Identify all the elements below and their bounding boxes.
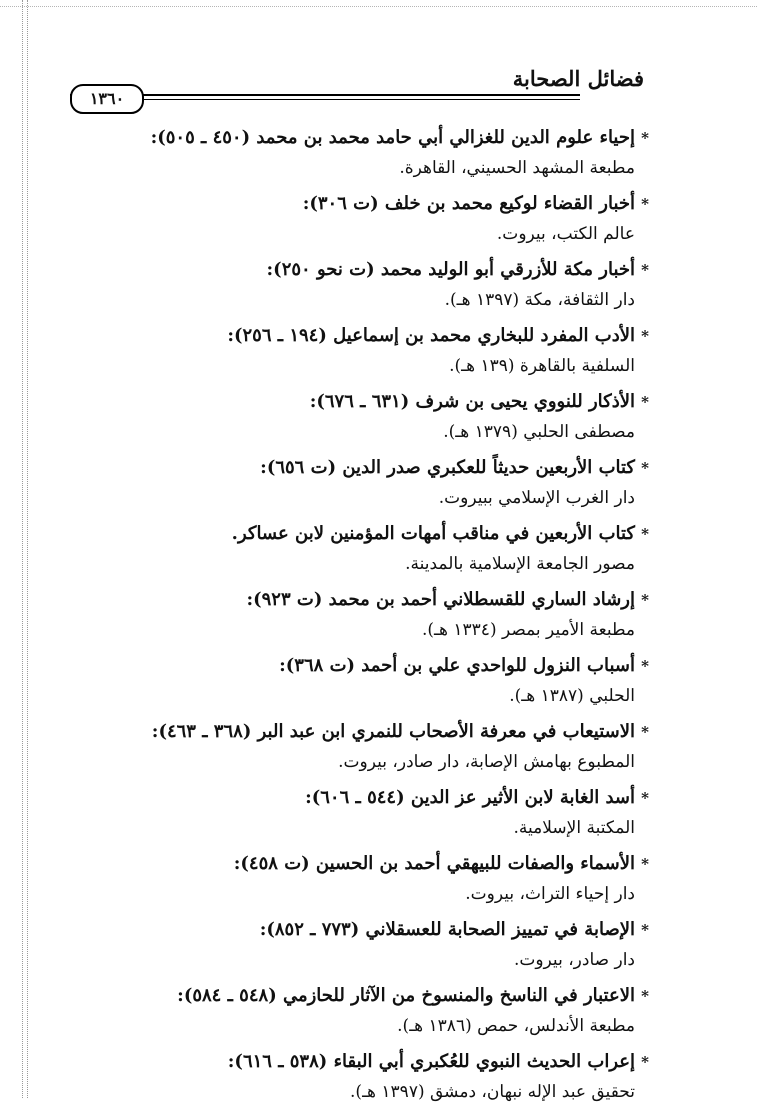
asterisk-bullet: * xyxy=(641,855,649,873)
entry-title xyxy=(153,452,653,483)
page-header xyxy=(70,64,652,108)
entry-publisher: دار الثقافة، مكة (١٣٩٧ هـ). xyxy=(444,290,635,310)
entry-title-text: أسباب النزول للواحدي علي بن أحمد (ت ٣٦٨): xyxy=(279,655,635,676)
entry-publisher: عالم الكتب، بيروت. xyxy=(496,224,635,244)
entry-publisher: مصور الجامعة الإسلامية بالمدينة. xyxy=(405,554,635,574)
bibliography-entry xyxy=(153,254,653,316)
bibliography-entry xyxy=(153,650,653,712)
entry-title xyxy=(153,386,653,417)
margin-dotted-line xyxy=(22,0,23,1098)
asterisk-bullet: * xyxy=(641,129,649,147)
entry-publisher: دار إحياء التراث، بيروت. xyxy=(465,884,635,904)
entry-publisher: دار صادر، بيروت. xyxy=(513,950,635,970)
asterisk-bullet: * xyxy=(641,921,649,939)
entry-title-text: الأذكار للنووي يحيى بن شرف (٦٣١ ـ ٦٧٦): xyxy=(309,391,635,412)
header-rule xyxy=(70,99,580,100)
entry-title-text: كتاب الأربعين حديثاً للعكبري صدر الدين (ت ٦٥٦): xyxy=(260,457,635,478)
asterisk-bullet: * xyxy=(641,525,649,543)
entry-title-text: إعراب الحديث النبوي للعُكبري أبي البقاء (٥٣٨ ـ ٦١٦): xyxy=(227,1051,635,1072)
entry-title xyxy=(153,716,653,747)
entry-title xyxy=(153,1046,653,1077)
entry-title-text: الاعتبار في الناسخ والمنسوخ من الآثار للحازمي (٥٤٨ ـ ٥٨٤): xyxy=(177,985,635,1006)
bibliography-entry xyxy=(153,1046,653,1108)
bibliography-entry xyxy=(153,518,653,580)
bibliography-entry xyxy=(153,584,653,646)
entry-title-text: إرشاد الساري للقسطلاني أحمد بن محمد (ت ٩٢٣): xyxy=(246,589,635,610)
entry-publisher: مطبعة المشهد الحسيني، القاهرة. xyxy=(399,158,635,178)
entry-title-text: أسد الغابة لابن الأثير عز الدين (٥٤٤ ـ ٦٠٦): xyxy=(305,787,635,808)
running-title: فضائل الصحابة xyxy=(512,66,644,91)
entry-title-text: الإصابة في تمييز الصحابة للعسقلاني (٧٧٣ ـ ٨٥٢): xyxy=(259,919,635,940)
entry-title xyxy=(153,782,653,813)
entry-title xyxy=(153,584,653,615)
page-number: ١٣٦٠ xyxy=(70,84,144,114)
asterisk-bullet: * xyxy=(641,591,649,609)
entry-title xyxy=(153,650,653,681)
entry-publisher: تحقيق عبد الإله نبهان، دمشق (١٣٩٧ هـ). xyxy=(350,1082,635,1102)
bibliography-entry xyxy=(153,386,653,448)
entry-title xyxy=(150,122,653,153)
margin-dotted-line xyxy=(27,0,28,1098)
bibliography-entry xyxy=(153,914,653,976)
entry-publisher: المكتبة الإسلامية. xyxy=(513,818,635,838)
asterisk-bullet: * xyxy=(641,261,649,279)
entry-title xyxy=(153,980,653,1011)
asterisk-bullet: * xyxy=(641,195,649,213)
bibliography-list xyxy=(150,122,653,1112)
entry-publisher: الحلبي (١٣٨٧ هـ). xyxy=(509,686,635,706)
entry-title-text: أخبار القضاء لوكيع محمد بن خلف (ت ٣٠٦): xyxy=(302,193,635,214)
entry-title xyxy=(153,518,653,549)
entry-title xyxy=(153,320,653,351)
asterisk-bullet: * xyxy=(641,393,649,411)
bibliography-entry xyxy=(153,848,653,910)
asterisk-bullet: * xyxy=(641,459,649,477)
entry-publisher: المطبوع بهامش الإصابة، دار صادر، بيروت. xyxy=(338,752,635,772)
entry-title xyxy=(153,188,653,219)
top-dotted-line xyxy=(0,6,757,7)
bibliography-entry xyxy=(150,122,653,184)
entry-title xyxy=(153,848,653,879)
bibliography-entry xyxy=(153,188,653,250)
bibliography-entry xyxy=(153,782,653,844)
entry-title-text: الأدب المفرد للبخاري محمد بن إسماعيل (١٩٤ ـ ٢٥٦): xyxy=(227,325,635,346)
asterisk-bullet: * xyxy=(641,1053,649,1071)
entry-title-text: أخبار مكة للأزرقي أبو الوليد محمد (ت نحو ٢٥٠): xyxy=(266,259,635,280)
entry-publisher: مطبعة الأندلس، حمص (١٣٨٦ هـ). xyxy=(397,1016,635,1036)
asterisk-bullet: * xyxy=(641,987,649,1005)
entry-title-text: الأسماء والصفات للبيهقي أحمد بن الحسين (ت ٤٥٨): xyxy=(233,853,635,874)
asterisk-bullet: * xyxy=(641,789,649,807)
asterisk-bullet: * xyxy=(641,657,649,675)
header-rule xyxy=(70,94,580,96)
asterisk-bullet: * xyxy=(641,723,649,741)
entry-title xyxy=(153,914,653,945)
bibliography-entry xyxy=(153,320,653,382)
entry-title-text: كتاب الأربعين في مناقب أمهات المؤمنين لابن عساكر. xyxy=(231,523,635,544)
entry-title xyxy=(153,254,653,285)
bibliography-entry xyxy=(153,452,653,514)
entry-publisher: دار الغرب الإسلامي ببيروت. xyxy=(438,488,635,508)
entry-publisher: مطبعة الأمير بمصر (١٣٣٤ هـ). xyxy=(422,620,635,640)
entry-publisher: السلفية بالقاهرة (١٣٩ هـ). xyxy=(449,356,635,376)
entry-title-text: إحياء علوم الدين للغزالي أبي حامد محمد بن محمد (٤٥٠ ـ ٥٠٥): xyxy=(150,127,635,148)
asterisk-bullet: * xyxy=(641,327,649,345)
entry-publisher: مصطفى الحلبي (١٣٧٩ هـ). xyxy=(443,422,635,442)
bibliography-entry xyxy=(153,716,653,778)
entry-title-text: الاستيعاب في معرفة الأصحاب للنمري ابن عبد البر (٣٦٨ ـ ٤٦٣): xyxy=(151,721,635,742)
bibliography-entry xyxy=(153,980,653,1042)
